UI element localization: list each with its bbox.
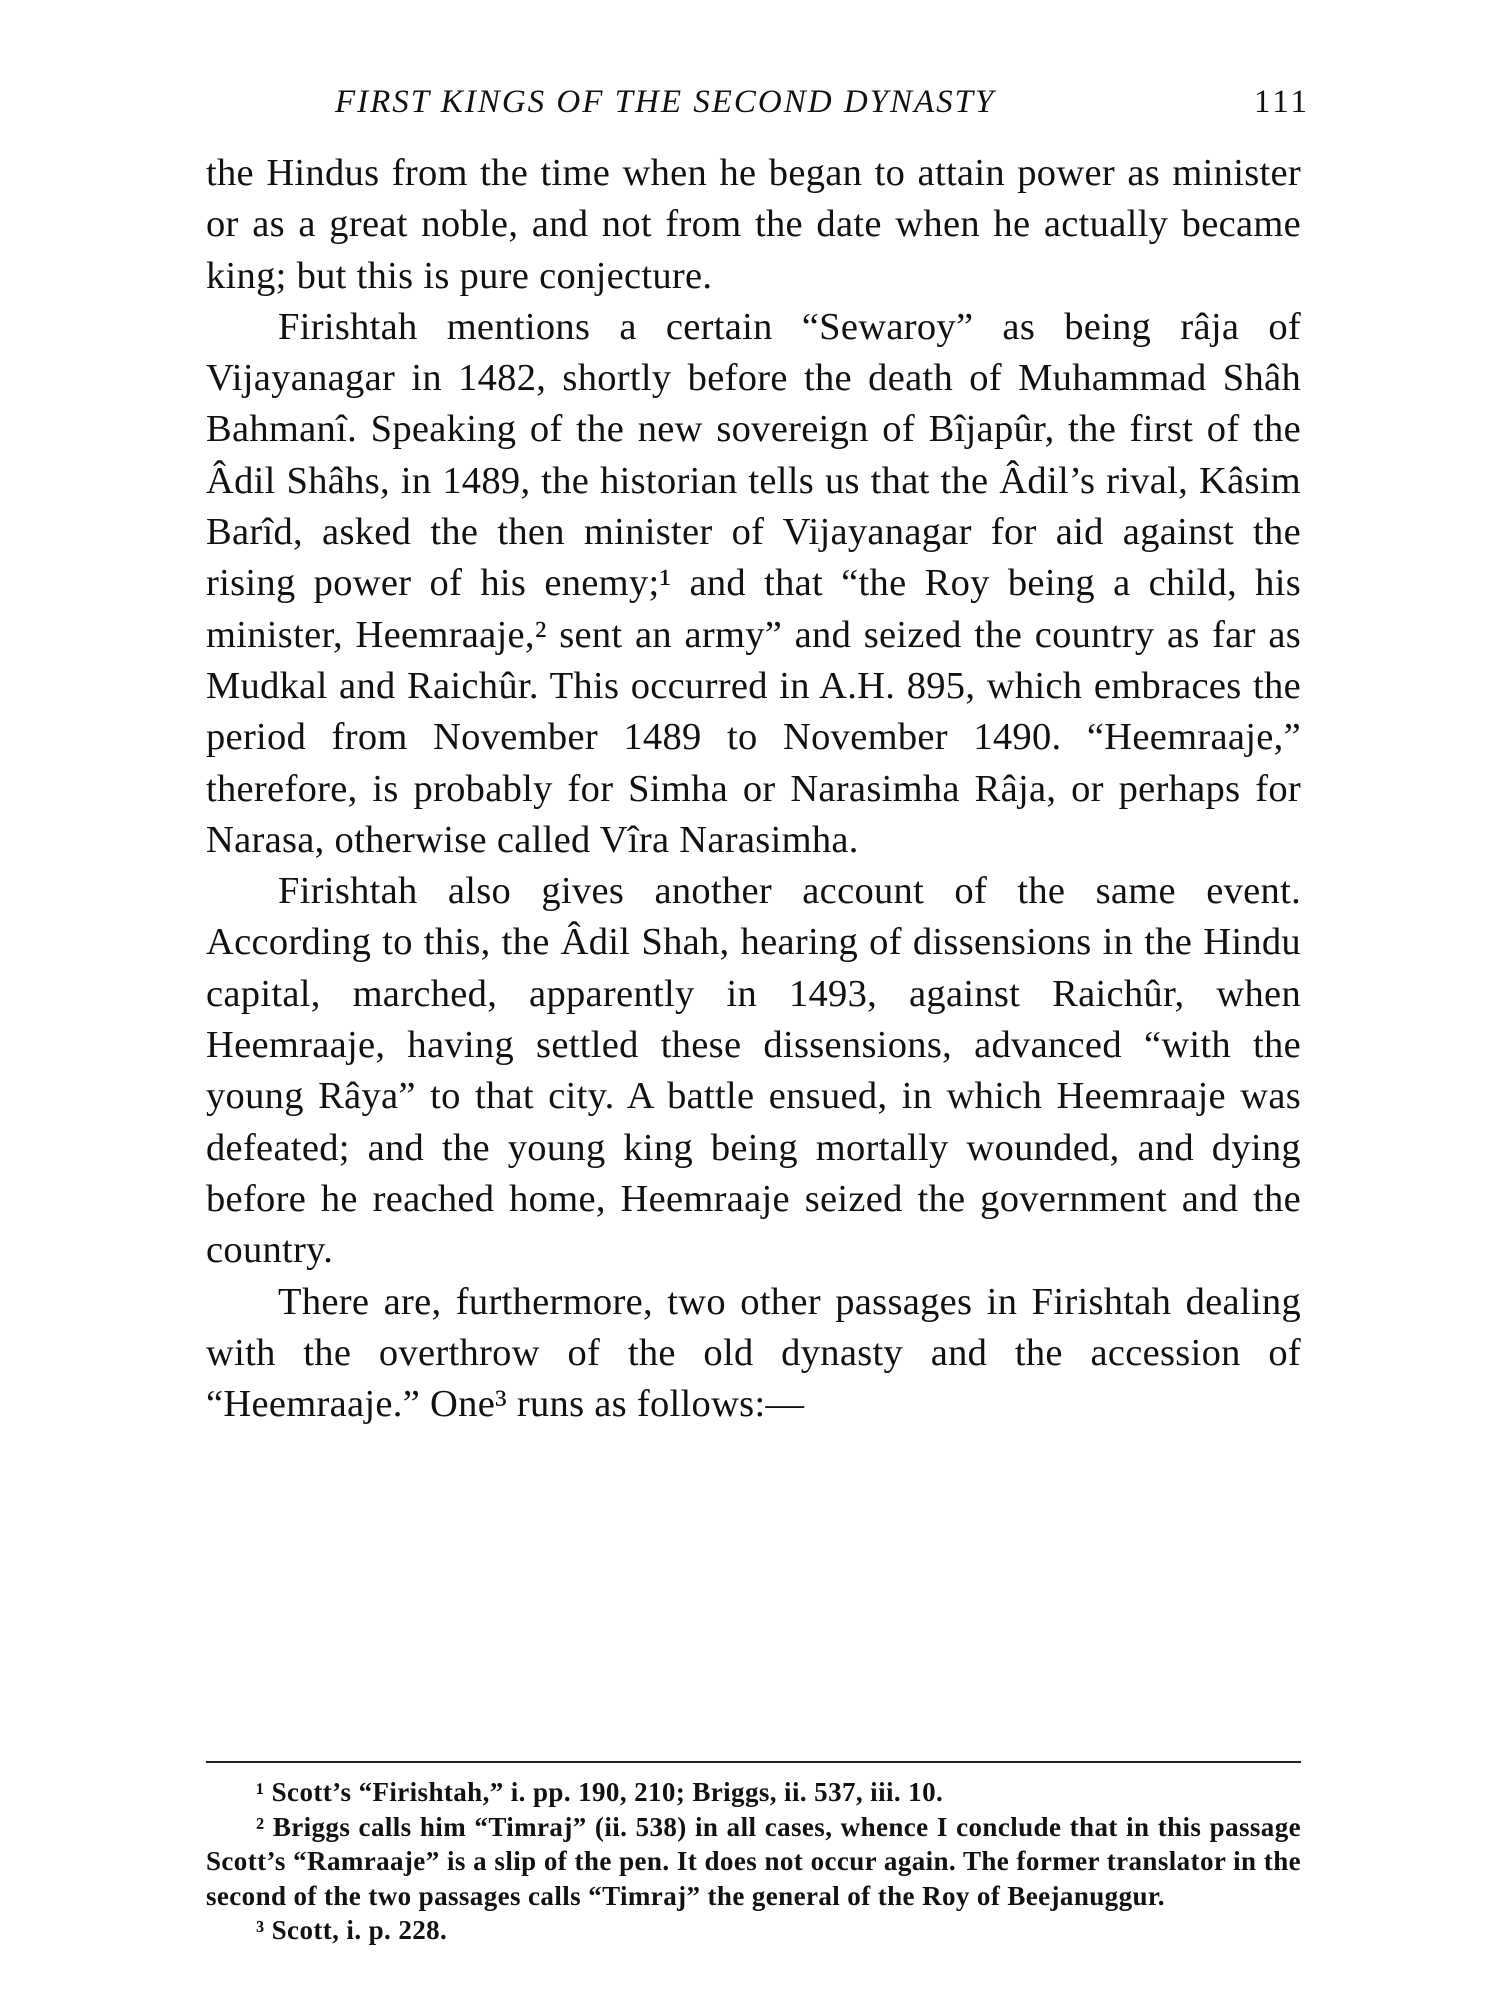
footnote-divider xyxy=(206,1761,1301,1763)
paragraph-4: There are, furthermore, two other passages in Firishtah dealing with the overthrow of the old dynasty and the accession of “Heemraaje.” One³ runs as follows:— xyxy=(206,1280,1301,1426)
footnote-2: ² Briggs calls him “Timraj” (ii. 538) in all cases, whence I conclude that in this passage Scott’s “Ramraaje” is a slip of the pen. It does not occur again. The former translator in the second of the two passages calls “Timraj” the general of the Roy of Beejanuggur. xyxy=(206,1811,1301,1911)
footnotes xyxy=(206,1775,1301,1948)
footnote-3: ³ Scott, i. p. 228. xyxy=(256,1915,448,1945)
running-header xyxy=(300,78,1310,128)
main-text xyxy=(206,148,1301,1430)
paragraph-3: Firishtah also gives another account of the same event. According to this, the Âdil Shah, hearing of dissensions in the Hindu capital, marched, apparently in 1493, against Raichûr, when Heemraaje, having settled these dissensions, advanced “with the young Râya” to that city. A battle ensued, in which Heemraaje was defeated; and the young king being mortally wounded, and dying before he reached home, Heemraaje seized the government and the country. xyxy=(206,870,1301,1272)
chapter-title: FIRST KINGS OF THE SECOND DYNASTY xyxy=(335,84,996,120)
paragraph-1: the Hindus from the time when he began to attain power as minister or as a great noble, and not from the date when he actually became king; but this is pure conjecture. xyxy=(206,152,1301,297)
footnote-1: ¹ Scott’s “Firishtah,” i. pp. 190, 210; Briggs, ii. 537, iii. 10. xyxy=(256,1777,944,1807)
paragraph-2: Firishtah mentions a certain “Sewaroy” as being râja of Vijayanagar in 1482, shortly before the death of Muhammad Shâh Bahmanî. Speaking of the new sovereign of Bîjapûr, the first of the Âdil Shâhs, in 1489, the historian tells us that the Âdil’s rival, Kâsim Barîd, asked the then minister of Vijayanagar for aid against the rising power of his enemy;¹ and that “the Roy being a child, his minister, Heemraaje,² sent an army” and seized the country as far as Mudkal and Raichûr. This occurred in A.H. 895, which embraces the period from November 1489 to November 1490. “Heemraaje,” therefore, is probably for Simha or Narasimha Râja, or perhaps for Narasa, otherwise called Vîra Narasimha. xyxy=(206,305,1301,861)
page-number: 111 xyxy=(1253,84,1310,120)
